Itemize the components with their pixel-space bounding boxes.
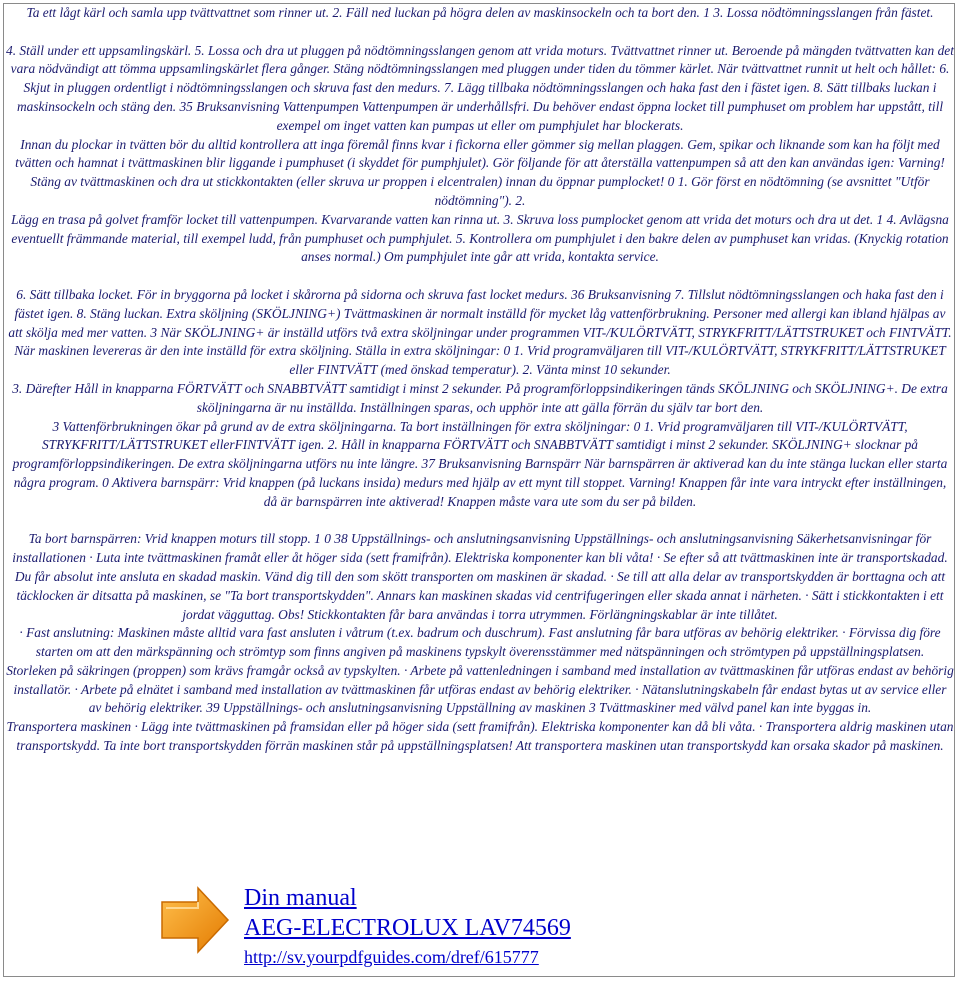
paragraph-6: När maskinen levereras är den inte inställd för extra sköljning. Ställa in extra sköljningar: 0 1. Vrid programväljaren till VIT-/KULÖRTVÄTT, STRYKFRITT/LÄTTSTRUKET eller FINTVÄTT (med önskad temperatur). 2. Vänta minst 10 sekunder. [14, 343, 946, 378]
paragraph-2: 4. Ställ under ett uppsamlingskärl. 5. Lossa och dra ut pluggen på nödtömningsslangen genom att vrida moturs. Tvättvattnet rinner ut. Beroende på mängden tvättvatten kan det vara nödvändigt att tömma uppsamlingskärlet flera gånger. Stäng nödtömningsslangen med pluggen under tiden du tömmer kärlet. När tvättvattnet runnit ut helt och hållet: 6. Skjut in pluggen ordentligt i nödtömningsslangen och skruva fast den medurs. 7. Lägg tillbaka nödtömningsslangen och haka fast den i fästet igen. 8. Sätt tillbaks luckan i maskinsockeln och stäng den. 35 Bruksanvisning Vattenpumpen Vattenpumpen är underhållsfri. Du behöver endast öppna locket till pumphuset om problem har uppstått, till exempel om inget vatten kan pumpas ut eller om pumphjulet har blockerats. [6, 42, 954, 133]
arrow-logo-icon [158, 884, 232, 956]
manual-model-link[interactable]: AEG-ELECTROLUX LAV74569 [244, 915, 571, 941]
paragraph-1: Ta ett lågt kärl och samla upp tvättvattnet som rinner ut. 2. Fäll ned luckan på högra delen av maskinsockeln och ta bort den. 1 3. Lossa nödtömningsslangen från fästet. [26, 5, 934, 20]
paragraph-12: Transportera maskinen · Lägg inte tvättmaskinen på framsidan eller på höger sida (sett framifrån). Elektriska komponenter kan då bli våta. · Transportera aldrig maskinen utan transportskydd. Ta inte bort transportskydden förrän maskinen står på uppställningsplatsen! Att transportera maskinen utan transportskydd kan orsaka skador på maskinen. [6, 719, 954, 754]
paragraph-gap [6, 267, 954, 286]
paragraph-7: 3. Därefter Håll in knapparna FÖRTVÄTT och SNABBTVÄTT samtidigt i minst 2 sekunder. På programförloppsindikeringen tänds SKÖLJNING och SKÖLJNING+. De extra sköljningarna är nu inställda. Inställningen sparas, och upphör inte att gälla förrän du själv tar bort den. [12, 380, 948, 415]
paragraph-gap [6, 512, 954, 531]
paragraph-3: Innan du plockar in tvätten bör du alltid kontrollera att inga föremål finns kvar i fickorna eller gömmer sig mellan plaggen. Gem, spikar och liknande som kan ha följt med tvätten och hamnat i tvättmaskinen blir liggande i pumphuset (i skyddet för pumphjulet). Gör följande för att återställa vattenpumpen så att den kan användas igen: Varning! Stäng av tvättmaskinen och dra ut stickkontakten (eller skruva ur proppen i elcentralen) innan du öppnar pumplocket! 0 1. Gör först en nödtömning (se avsnittet "Utför nödtömning"). 2. [15, 136, 945, 208]
paragraph-4: Lägg en trasa på golvet framför locket till vattenpumpen. Kvarvarande vatten kan rinna ut. 3. Skruva loss pumplocket genom att vrida det moturs och dra ut det. 1 4. Avlägsna eventuellt främmande material, till exempel ludd, från pumphuset och pumphjulet. 5. Kontrollera om pumphjulet i den bakre delen av pumphuset kan vridas. (Knyckig rotation anses normal.) Om pumphjulet inte går att vrida, kontakta service. [11, 211, 949, 265]
paragraph-gap [6, 23, 954, 42]
paragraph-5: 6. Sätt tillbaka locket. För in bryggorna på locket i skårorna på sidorna och skruva fast locket medurs. 36 Bruksanvisning 7. Tillslut nödtömningsslangen och haka fast den i fästet igen. 8. Stäng luckan. Extra sköljning (SKÖLJNING+) Tvättmaskinen är normalt inställd för mycket låg vattenförbrukning. Personer med allergi kan ibland hjälpas av att skölja med mer vatten. 3 När SKÖLJNING+ är inställd utförs två extra sköljningar under programmen VIT-/KULÖRTVÄTT, STRYKFRITT/LÄTTSTRUKET och FINTVÄTT. [8, 286, 952, 340]
paragraph-11: Storleken på säkringen (proppen) som krävs framgår också av typskylten. · Arbete på vattenledningen i samband med installation av tvättmaskinen får utföras endast av behörig installatör. · Arbete på elnätet i samband med installation av tvättmaskinen får utföras endast av behörig elektriker. · Nätanslutningskabeln får endast bytas ut av service eller av behörig elektriker. 39 Uppställnings- och anslutningsanvisning Uppställning av maskinen 3 Tvättmaskiner med välvd panel kan inte byggas in. [6, 662, 954, 716]
document-body [6, 4, 954, 756]
paragraph-8: 3 Vattenförbrukningen ökar på grund av de extra sköljningarna. Ta bort inställningen för extra sköljningar: 0 1. Vrid programväljaren till VIT-/KULÖRTVÄTT, STRYKFRITT/LÄTTSTRUKET ellerFINTVÄTT igen. 2. Håll in knapparna FÖRTVÄTT och SNABBTVÄTT samtidigt i minst 2 sekunder. SKÖLJNING+ slocknar på programförloppsindikeringen. De extra sköljningarna utförs nu inte längre. 37 Bruksanvisning Barnspärr När barnspärren är aktiverad kan du inte stänga luckan eller starta några program. 0 Aktivera barnspärr: Vrid knappen (på luckans insida) medurs med hjälp av ett mynt till stoppet. Varning! Knappen får inte vara intryckt efter inställningen, då är barnspärren inte aktiverad! Knappen måste vara ute som du ser på bilden. [12, 418, 948, 509]
manual-url-link[interactable]: http://sv.yourpdfguides.com/dref/615777 [244, 947, 539, 967]
paragraph-9: Ta bort barnspärren: Vrid knappen moturs till stopp. 1 0 38 Uppställnings- och anslutningsanvisning Uppställnings- och anslutningsanvisning Säkerhetsanvisningar för installationen · Luta inte tvättmaskinen framåt eller åt höger sida (sett framifrån). Elektriska komponenter kan bli våta! · Se efter så att tvättmaskinen inte är transportskadad. Du får absolut inte ansluta en skadad maskin. Vänd dig till den som skött transporten om maskinen är skadad. · Se till att alla delar av transportskydden är borttagna och att täcklocken är ditsatta på maskinen, se "Ta bort transportskydden". Annars kan maskinen skadas vid centrifugeringen eller skada annat i närheten. · Sätt i stickkontakten i ett jordat vägguttag. Obs! Stickkontakten får bara användas i torra utrymmen. Förlängningskablar är inte tillåtet. [12, 531, 948, 622]
paragraph-10: · Fast anslutning: Maskinen måste alltid vara fast ansluten i våtrum (t.ex. badrum och duschrum). Fast anslutning får bara utföras av behörig elektriker. · Förvissa dig före starten om att den märkspänning och strömtyp som finns angiven på maskinens typskylt överensstämmer med nätspänningen och strömtypen på uppställningsplatsen. [19, 625, 941, 660]
manual-title-link[interactable]: Din manual [244, 885, 357, 911]
manual-footer [158, 882, 658, 972]
